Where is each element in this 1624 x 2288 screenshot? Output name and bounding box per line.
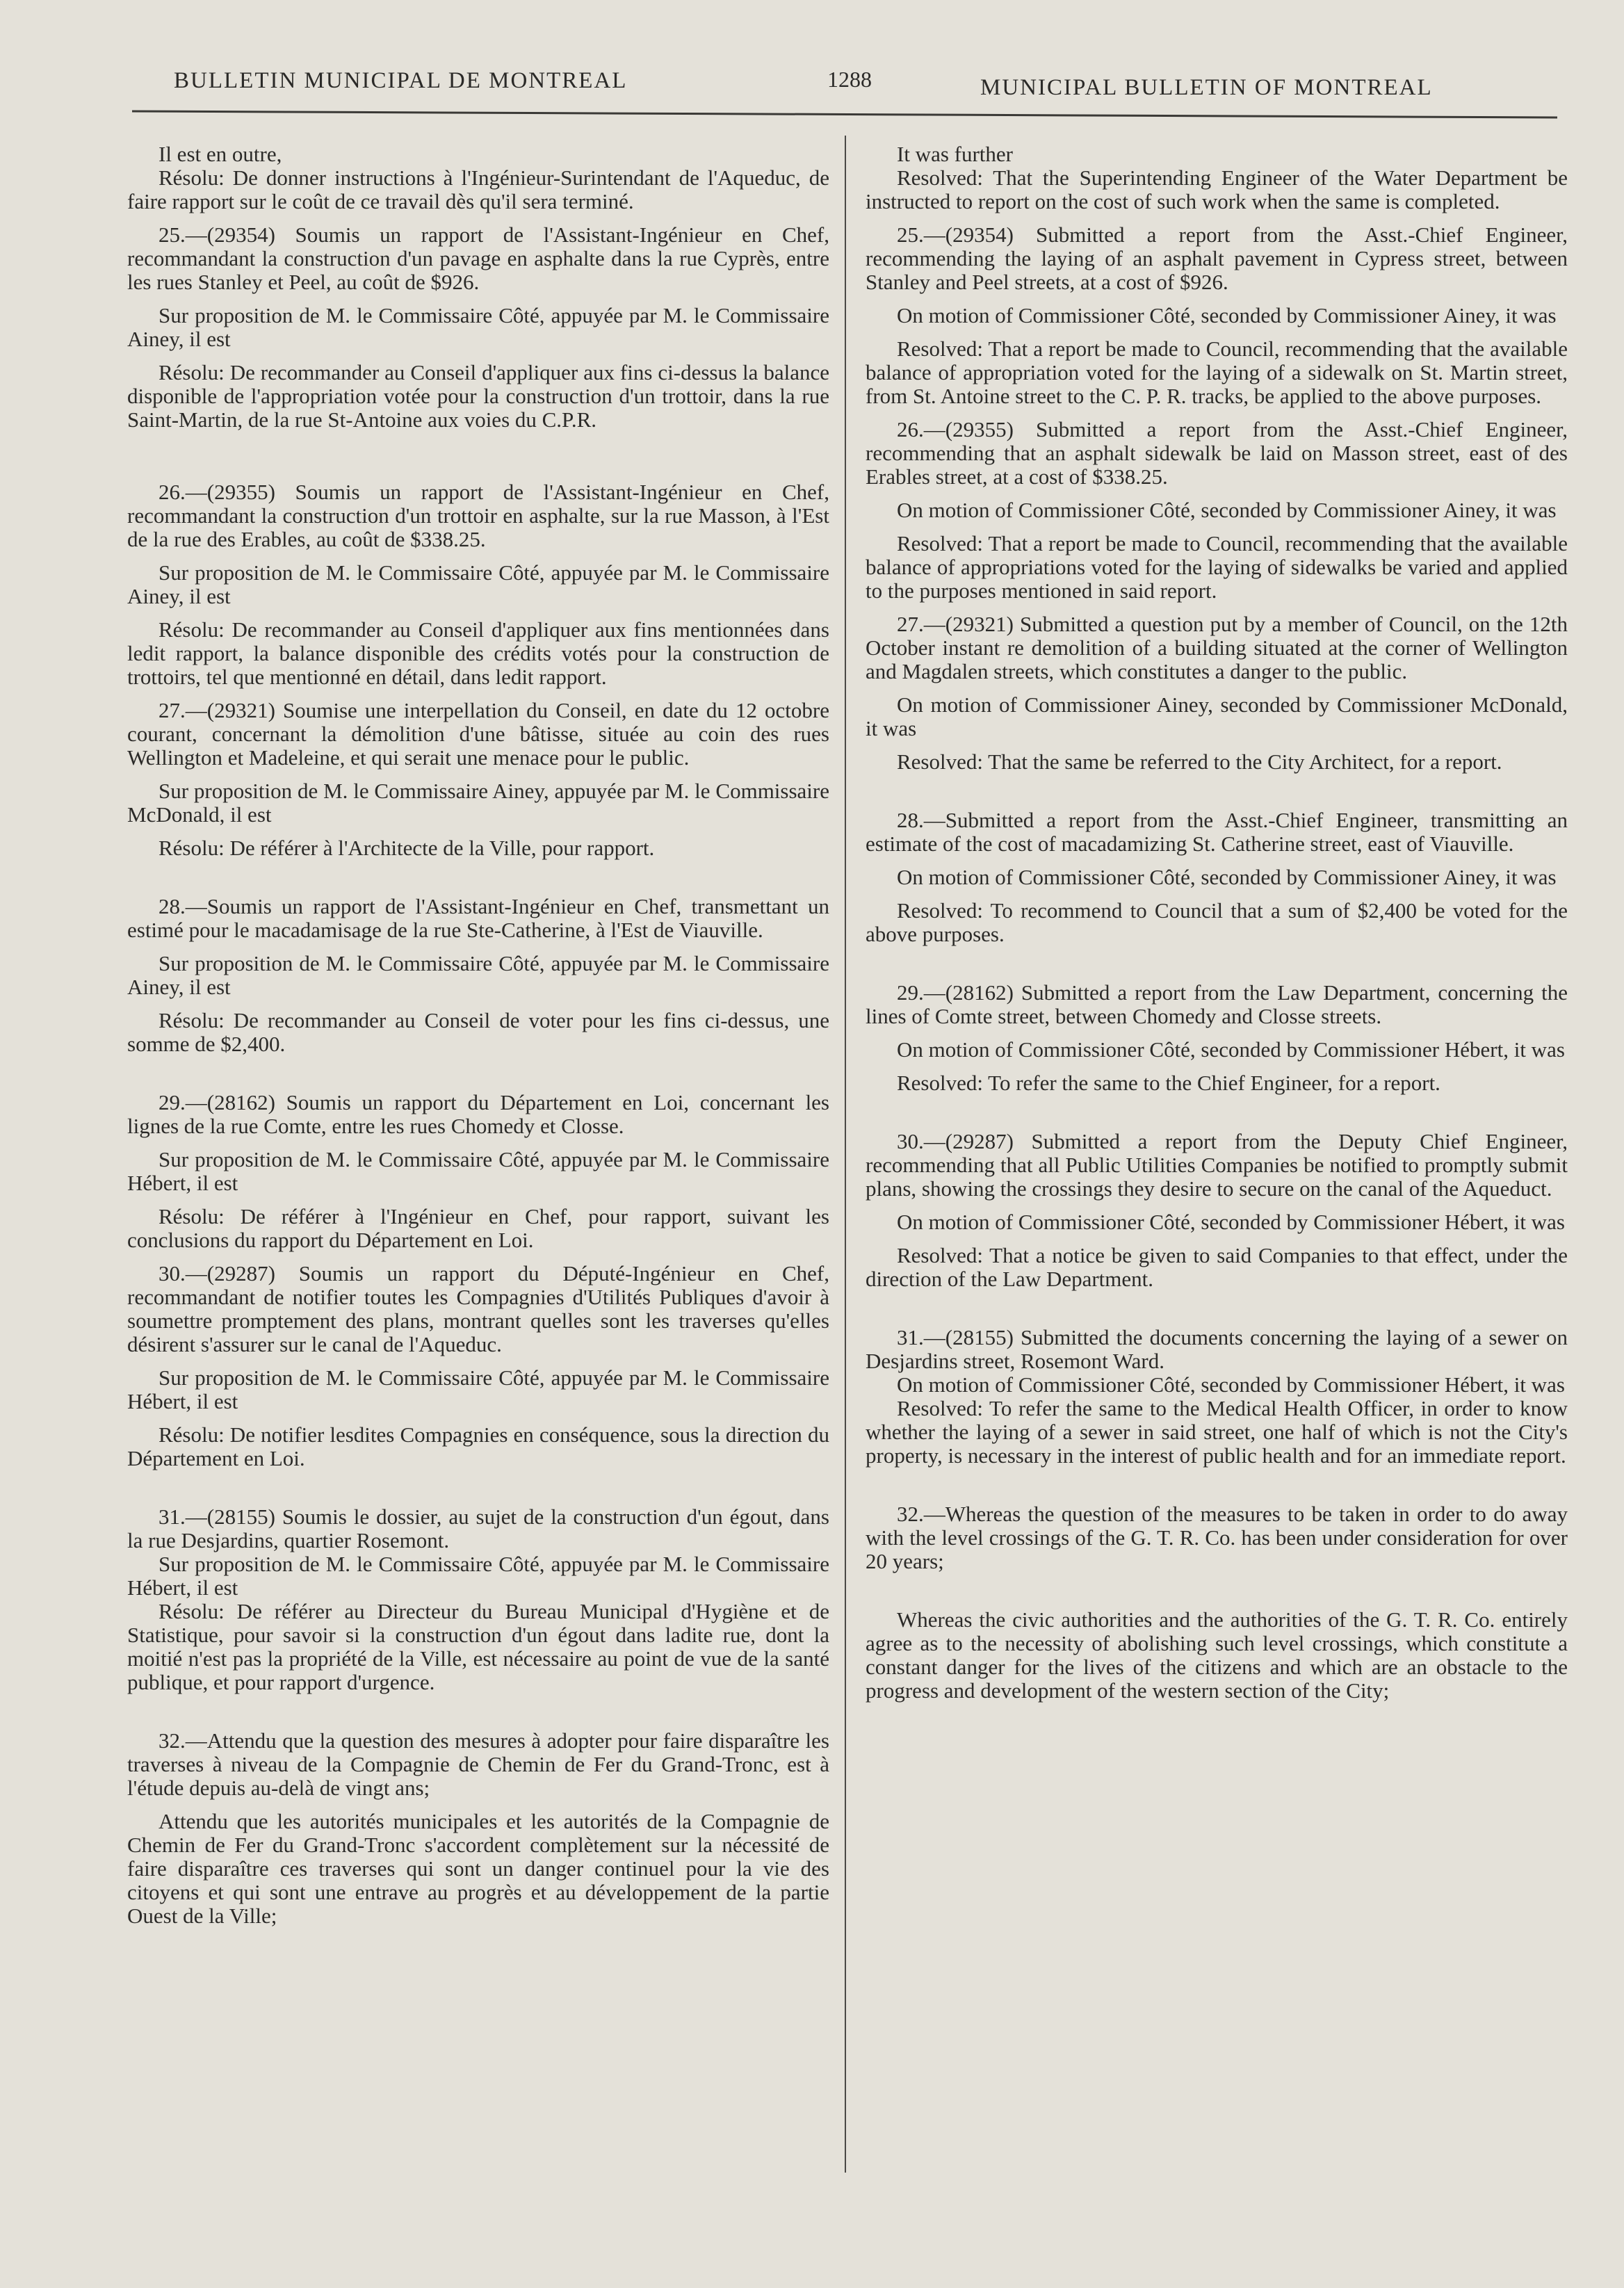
- paragraph: Résolu: De référer à l'Ingénieur en Chef, pour rapport, suivant les conclusions du rapport du Département en Loi.: [127, 1204, 829, 1252]
- header-french-title: BULLETIN MUNICIPAL DE MONTREAL: [174, 68, 628, 93]
- paragraph: Résolu: De recommander au Conseil de voter pour les fins ci-dessus, une somme de $2,400.: [127, 1008, 829, 1056]
- paragraph: Il est en outre,: [159, 142, 282, 166]
- paragraph: 27.—(29321) Soumise une interpellation du Conseil, en date du 12 octobre courant, concernant la démolition d'une bâtisse, située au coin des rues Wellington et Madeleine, et qui serait une menace pour le public.: [127, 698, 829, 770]
- paragraph: 28.—Soumis un rapport de l'Assistant-Ingénieur en Chef, transmettant un estimé pour le macadamisage de la rue Ste-Catherine, à l'Est de Viauville.: [127, 894, 829, 942]
- paragraph: 25.—(29354) Submitted a report from the Asst.-Chief Engineer, recommending the laying of an asphalt pavement in Cypress street, between Stanley and Peel streets, at a cost of $926.: [866, 222, 1568, 294]
- paragraph: Résolu: De donner instructions à l'Ingénieur-Surintendant de l'Aqueduc, de faire rapport sur le coût de ce travail dès qu'il sera terminé.: [127, 165, 829, 213]
- paragraph: Résolu: De référer au Directeur du Bureau Municipal d'Hygiène et de Statistique, pour savoir si la construction d'un égout dans ladite rue, dont la moitié n'est pas la propriété de la Ville, est nécessaire au point de vue de la santé publique, et pour rapport d'urgence.: [127, 1599, 829, 1694]
- header-english-title: MUNICIPAL BULLETIN OF MONTREAL: [980, 75, 1433, 100]
- paragraph: Resolved: That a report be made to Council, recommending that the available balance of appropriation voted for the laying of a sidewalk on St. Martin street, from St. Antoine street to the C. P. R. tracks, be applied to the above purposes.: [866, 336, 1568, 408]
- paragraph: On motion of Commissioner Côté, seconded by Commissioner Ainey, it was: [897, 865, 1557, 889]
- paragraph: 30.—(29287) Soumis un rapport du Député-Ingénieur en Chef, recommandant de notifier toutes les Compagnies d'Utilités Publiques d'avoir à soumettre promptement des plans, montrant quelles sont les traverses qu'elles désirent s'assurer sur le canal de l'Aqueduc.: [127, 1261, 829, 1356]
- paragraph: 30.—(29287) Submitted a report from the Deputy Chief Engineer, recommending that all Public Utilities Companies be notified to promptly submit plans, showing the crossings they desire to secure on the canal of the Aqueduct.: [866, 1129, 1568, 1201]
- paragraph: Sur proposition de M. le Commissaire Côté, appuyée par M. le Commissaire Hébert, il est: [127, 1147, 829, 1195]
- paragraph: Resolved: To refer the same to the Chief Engineer, for a report.: [897, 1071, 1440, 1095]
- paragraph: Sur proposition de M. le Commissaire Côté, appuyée par M. le Commissaire Hébert, il est: [127, 1365, 829, 1413]
- paragraph: Résolu: De recommander au Conseil d'appliquer aux fins mentionnées dans ledit rapport, la balance disponible des crédits votés pour la construction de trottoirs, tel que mentionné en détail, dans ledit rapport.: [127, 617, 829, 689]
- paragraph: 29.—(28162) Soumis un rapport du Département en Loi, concernant les lignes de la rue Comte, entre les rues Chomedy et Closse.: [127, 1090, 829, 1138]
- header-rule: [132, 111, 1557, 119]
- paragraph: Résolu: De notifier lesdites Compagnies en conséquence, sous la direction du Département en Loi.: [127, 1422, 829, 1470]
- english-column: [866, 143, 1568, 1703]
- paragraph: On motion of Commissioner Côté, seconded by Commissioner Hébert, it was: [897, 1037, 1565, 1062]
- column-divider: [845, 136, 846, 2173]
- paragraph: Attendu que les autorités municipales et les autorités de la Compagnie de Chemin de Fer du Grand-Tronc s'accordent complètement sur la nécessité de faire disparaître ces traverses qui sont un danger continuel pour la vie des citoyens et qui sont une entrave au progrès et au développement de la partie Ouest de la Ville;: [127, 1809, 829, 1928]
- paragraph: Resolved: To refer the same to the Medical Health Officer, in order to know whether the laying of a sewer in said street, one half of which is not the City's property, is necessary in the interest of public health and for an immediate report.: [866, 1396, 1568, 1468]
- paragraph: 28.—Submitted a report from the Asst.-Chief Engineer, transmitting an estimate of the cost of macadamizing St. Catherine street, east of Viauville.: [866, 808, 1568, 856]
- paragraph: Resolved: That the Superintending Engineer of the Water Department be instructed to report on the cost of such work when the same is completed.: [866, 165, 1568, 213]
- paragraph: Sur proposition de M. le Commissaire Côté, appuyée par M. le Commissaire Ainey, il est: [127, 560, 829, 608]
- french-column: [127, 143, 829, 1928]
- paragraph: On motion of Commissioner Côté, seconded by Commissioner Ainey, it was: [897, 303, 1557, 327]
- paragraph: 26.—(29355) Soumis un rapport de l'Assistant-Ingénieur en Chef, recommandant la construction d'un trottoir en asphalte, sur la rue Masson, à l'Est de la rue des Erables, au coût de $338.25.: [127, 480, 829, 551]
- paragraph: 25.—(29354) Soumis un rapport de l'Assistant-Ingénieur en Chef, recommandant la construction d'un pavage en asphalte dans la rue Cyprès, entre les rues Stanley et Peel, au coût de $926.: [127, 222, 829, 294]
- paragraph: Résolu: De recommander au Conseil d'appliquer aux fins ci-dessus la balance disponible de l'appropriation votée pour la construction d'un trottoir, dans la rue Saint-Martin, de la rue St-Antoine aux voies du C.P.R.: [127, 360, 829, 432]
- paragraph: Sur proposition de M. le Commissaire Côté, appuyée par M. le Commissaire Ainey, il est: [127, 303, 829, 351]
- paragraph: 32.—Whereas the question of the measures to be taken in order to do away with the level crossings of the G. T. R. Co. has been under consideration for over 20 years;: [866, 1502, 1568, 1573]
- paragraph: Resolved: To recommend to Council that a sum of $2,400 be voted for the above purposes.: [866, 898, 1568, 946]
- paragraph: On motion of Commissioner Côté, seconded by Commissioner Hébert, it was: [897, 1372, 1565, 1397]
- paragraph: 31.—(28155) Submitted the documents concerning the laying of a sewer on Desjardins street, Rosemont Ward.: [866, 1325, 1568, 1373]
- paragraph: Sur proposition de M. le Commissaire Côté, appuyée par M. le Commissaire Hébert, il est: [127, 1552, 829, 1600]
- paragraph: Resolved: That a report be made to Council, recommending that the available balance of appropriations voted for the laying of sidewalks be varied and applied to the purposes mentioned in said report.: [866, 531, 1568, 603]
- paragraph: Resolved: That a notice be given to said Companies to that effect, under the direction of the Law Department.: [866, 1243, 1568, 1291]
- page-header: [0, 64, 1624, 106]
- paragraph: It was further: [897, 142, 1013, 166]
- paragraph: On motion of Commissioner Ainey, seconded by Commissioner McDonald, it was: [866, 692, 1568, 740]
- paragraph: Résolu: De référer à l'Architecte de la Ville, pour rapport.: [159, 836, 655, 860]
- paragraph: Sur proposition de M. le Commissaire Ainey, appuyée par M. le Commissaire McDonald, il est: [127, 779, 829, 827]
- paragraph: 32.—Attendu que la question des mesures à adopter pour faire disparaître les traverses à niveau de la Compagnie de Chemin de Fer du Grand-Tronc, est à l'étude depuis au-delà de vingt ans;: [127, 1728, 829, 1800]
- paragraph: 31.—(28155) Soumis le dossier, au sujet de la construction d'un égout, dans la rue Desjardins, quartier Rosemont.: [127, 1504, 829, 1552]
- paragraph: Whereas the civic authorities and the authorities of the G. T. R. Co. entirely agree as to the necessity of abolishing such level crossings, which constitute a constant danger for the lives of the citizens and which are an obstacle to the progress and development of the western section of the City;: [866, 1607, 1568, 1703]
- paragraph: Sur proposition de M. le Commissaire Côté, appuyée par M. le Commissaire Ainey, il est: [127, 951, 829, 999]
- paragraph: On motion of Commissioner Côté, seconded by Commissioner Hébert, it was: [897, 1210, 1565, 1234]
- page-number: 1288: [827, 67, 872, 92]
- paragraph: 27.—(29321) Submitted a question put by a member of Council, on the 12th October instant re demolition of a building situated at the corner of Wellington and Magdalen streets, which constitutes a danger to the public.: [866, 612, 1568, 683]
- paragraph: Resolved: That the same be referred to the City Architect, for a report.: [897, 749, 1502, 774]
- paragraph: 26.—(29355) Submitted a report from the Asst.-Chief Engineer, recommending that an asphalt sidewalk be laid on Masson street, east of des Erables street, at a cost of $338.25.: [866, 417, 1568, 489]
- paragraph: On motion of Commissioner Côté, seconded by Commissioner Ainey, it was: [897, 498, 1557, 522]
- paragraph: 29.—(28162) Submitted a report from the Law Department, concerning the lines of Comte street, between Chomedy and Closse streets.: [866, 980, 1568, 1028]
